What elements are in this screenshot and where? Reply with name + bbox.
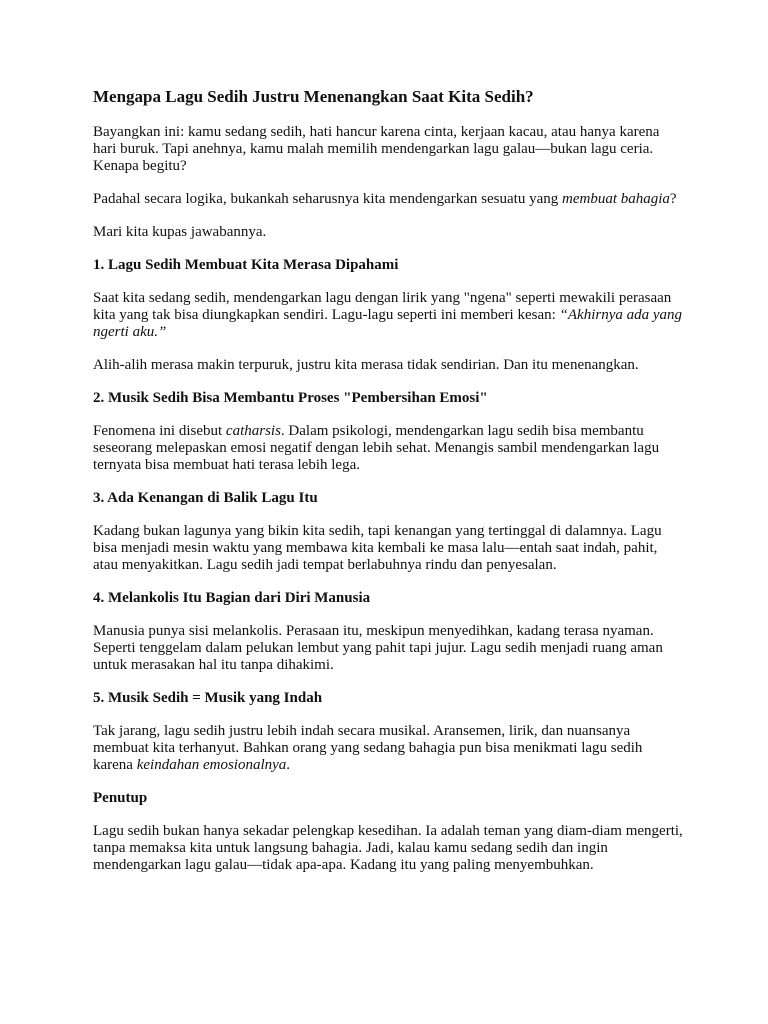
intro-paragraph-2-text: Padahal secara logika, bukankah seharusnya kita mendengarkan sesuatu yang (93, 191, 562, 207)
section-5-emphasis: keindahan emosionalnya (136, 757, 287, 773)
section-1-heading: 1. Lagu Sedih Membuat Kita Merasa Dipahami (93, 257, 399, 273)
section-3-paragraph-1: Kadang bukan lagunya yang bikin kita sedih, tapi kenangan yang tertinggal di dalamnya. Lagu bisa menjadi mesin waktu yang membawa kita kembali ke masa lalu—entah saat indah, pahit, atau menyakitkan. Lagu sedih jadi tempat berlabuhnya rindu dan penyesalan. (93, 523, 662, 573)
intro-paragraph-2-end: ? (669, 191, 677, 207)
document-page (93, 86, 683, 890)
section-2-paragraph-1 (93, 423, 683, 474)
section-2-term-emphasis: catharsis (225, 423, 281, 439)
closing-heading: Penutup (93, 790, 148, 806)
section-1-quote: “Akhirnya ada yang ngerti aku.” (93, 307, 683, 340)
closing-paragraph-1: Lagu sedih bukan hanya sekadar pelengkap kesedihan. Ia adalah teman yang diam-diam mengerti, tanpa memaksa kita untuk langsung bahagia. Jadi, kalau kamu sedang sedih dan ingin mendengarkan lagu galau—tidak apa-apa. Kadang itu yang paling menyembuhkan. (93, 823, 683, 873)
section-4-heading: 4. Melankolis Itu Bagian dari Diri Manusia (93, 590, 371, 606)
intro-paragraph-3: Mari kita kupas jawabannya. (93, 224, 267, 240)
section-1-paragraph-1-text: Saat kita sedang sedih, mendengarkan lagu dengan lirik yang "ngena" seperti mewakili perasaan kita yang tak bisa diungkapkan sendiri. Lagu-lagu seperti ini memberi kesan: (93, 290, 672, 323)
section-5-paragraph-1 (93, 723, 683, 774)
section-1-paragraph-1 (93, 290, 683, 341)
document-title: Mengapa Lagu Sedih Justru Menenangkan Saat Kita Sedih? (93, 87, 534, 106)
section-3-heading: 3. Ada Kenangan di Balik Lagu Itu (93, 490, 318, 506)
intro-paragraph-2 (93, 191, 683, 208)
section-5-paragraph-1-start: Tak jarang, lagu sedih justru lebih indah secara musikal. Aransemen, lirik, dan nuansanya membuat kita terhanyut. Bahkan orang yang sedang bahagia pun bisa menikmati lagu sedih karena (93, 723, 643, 773)
section-2-paragraph-1-start: Fenomena ini disebut (93, 423, 226, 439)
section-2-heading: 2. Musik Sedih Bisa Membantu Proses "Pembersihan Emosi" (93, 390, 488, 406)
intro-paragraph-2-emphasis: membuat bahagia (562, 191, 670, 207)
section-2-paragraph-1-end: . Dalam psikologi, mendengarkan lagu sedih bisa membantu seseorang melepaskan emosi negatif dengan lebih sehat. Menangis sambil mendengarkan lagu ternyata bisa membuat hati terasa lebih lega. (93, 423, 660, 473)
intro-paragraph-1: Bayangkan ini: kamu sedang sedih, hati hancur karena cinta, kerjaan kacau, atau hanya karena hari buruk. Tapi anehnya, kamu malah memilih mendengarkan lagu galau—bukan lagu ceria. Kenapa begitu? (93, 124, 660, 174)
section-1-paragraph-2: Alih-alih merasa makin terpuruk, justru kita merasa tidak sendirian. Dan itu menenangkan. (93, 357, 639, 373)
section-5-paragraph-1-end: . (286, 757, 291, 773)
section-4-paragraph-1: Manusia punya sisi melankolis. Perasaan itu, meskipun menyedihkan, kadang terasa nyaman. Seperti tenggelam dalam pelukan lembut yang pahit tapi jujur. Lagu sedih menjadi ruang aman untuk merasakan hal itu tanpa dihakimi. (93, 623, 663, 673)
section-5-heading: 5. Musik Sedih = Musik yang Indah (93, 690, 323, 706)
